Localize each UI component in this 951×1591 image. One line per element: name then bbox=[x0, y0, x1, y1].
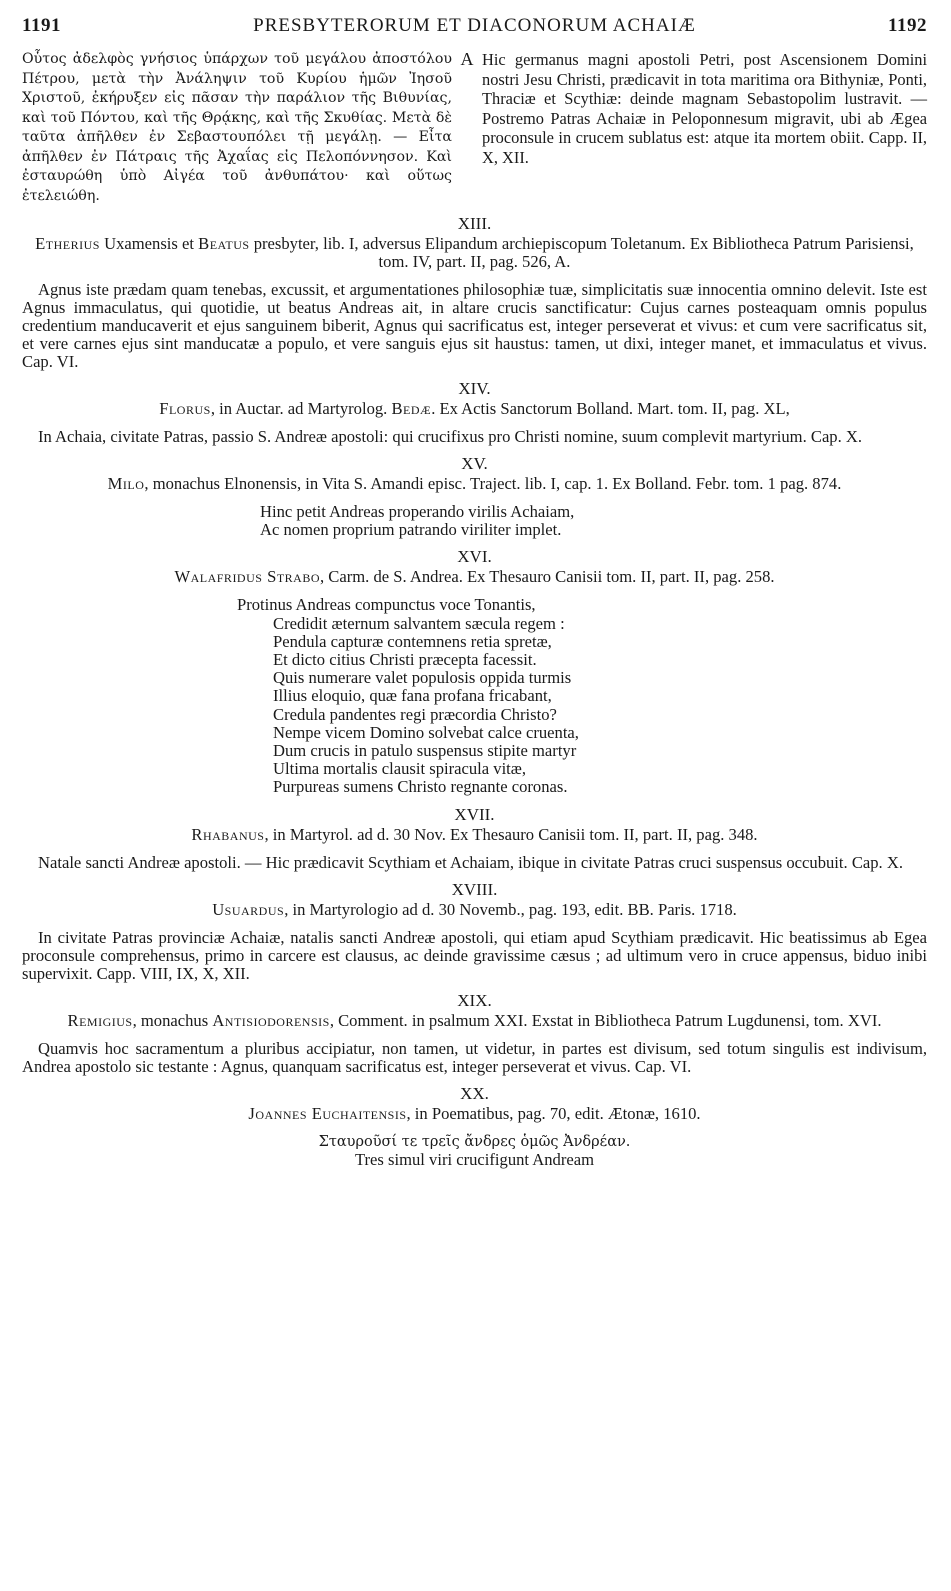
verse-line: Et dicto citius Christi præcepta facessit. bbox=[273, 650, 537, 670]
verse-line: Ac nomen proprium patrando viriliter implet. bbox=[260, 520, 562, 540]
latin-column: Hic germanus magni apostoli Petri, post Ascensionem Domini nostri Jesu Christi, prædicavit in tota maritima ora Bithyniæ, Ponti, Thraciæ et Scythiæ: deinde magnam Sebastopolim lustravit. — Postremo Patras Achaiæ in Peloponnesum migravit, ubi ab Ægea proconsule in crucem sublatus est: atque ita mortem obiit. Capp. II, X, XII. bbox=[482, 50, 927, 167]
verse-line: Hinc petit Andreas properando virilis Achaiam, bbox=[260, 502, 575, 521]
section-number-xv: XV. bbox=[461, 454, 488, 473]
citation-xviii bbox=[22, 901, 927, 919]
citation-text: , Comment. in psalmum XXI. Exstat in Bibliotheca Patrum Lugdunensi, tom. XVI. bbox=[329, 1010, 882, 1030]
citation-text: , in Martyrol. ad d. 30 Nov. Ex Thesauro Canisii tom. II, part. II, pag. 348. bbox=[264, 824, 758, 844]
verse-line: Pendula capturæ contemnens retia spretæ, bbox=[273, 631, 552, 651]
citation-xvi bbox=[22, 568, 927, 586]
author-name: Usuardus bbox=[212, 899, 285, 919]
verse-line: Illius eloquio, quæ fana profana fricabant, bbox=[273, 686, 552, 706]
verse-line: Dum crucis in patulo suspensus stipite martyr bbox=[273, 741, 577, 761]
author-name: Remigius bbox=[67, 1010, 133, 1030]
author-name: Joannes Euchaitensis bbox=[248, 1103, 407, 1123]
citation-text: , in Auctar. ad Martyrolog. bbox=[210, 399, 392, 418]
citation-xiv bbox=[22, 400, 927, 418]
citation-xx bbox=[22, 1105, 927, 1123]
running-title: PRESBYTERORUM ET DIACONORUM ACHAIÆ bbox=[253, 15, 696, 36]
author-name: Etherius bbox=[35, 234, 100, 253]
verse-line: Purpureas sumens Christo regnante coronas. bbox=[273, 777, 568, 797]
verse-line: Credula pandentes regi præcordia Christo? bbox=[273, 704, 557, 724]
citation-xiii bbox=[22, 235, 927, 271]
citation-text: . Ex Actis Sanctorum Bolland. Mart. tom. II, pag. XL, bbox=[431, 399, 790, 418]
author-name: Antisiodorensis bbox=[212, 1010, 330, 1030]
author-name: Walafridus Strabo bbox=[174, 567, 320, 587]
citation-xix bbox=[22, 1012, 927, 1030]
left-page-number: 1191 bbox=[22, 15, 61, 36]
paragraph-xix: Quamvis hoc sacramentum a pluribus accipiatur, non tamen, ut videtur, in partes est divisum, sed totum singulis est indivisum, Andrea apostolo sic testante : Agnus, quanquam sacrificatus est, integer perseverat et vivus. Cap. VI. bbox=[22, 1038, 927, 1076]
running-header bbox=[22, 16, 927, 42]
section-number-xiii: XIII. bbox=[457, 214, 492, 233]
verse-line: Ultima mortalis clausit spiracula vitæ, bbox=[273, 759, 527, 779]
page bbox=[22, 16, 927, 1169]
parallel-text-block bbox=[22, 50, 927, 206]
verse-line: Nempe vicem Domino solvebat calce cruenta, bbox=[273, 722, 579, 742]
right-page-number: 1192 bbox=[888, 15, 927, 36]
citation-text: , Carm. de S. Andrea. Ex Thesauro Canisii tom. II, part. II, pag. 258. bbox=[320, 567, 775, 587]
greek-verse-line: Σταυροῦσί τε τρεῖς ἄνδρες ὁμῶς Ἀνδρέαν. bbox=[318, 1133, 631, 1150]
citation-text: , in Poematibus, pag. 70, edit. Ætonæ, 1610. bbox=[406, 1103, 701, 1123]
latin-verse-line: Tres simul viri crucifigunt Andream bbox=[354, 1149, 595, 1169]
verse-line: Credidit æternum salvantem sæcula regem : bbox=[273, 613, 565, 633]
citation-text: , in Martyrologio ad d. 30 Novemb., pag. 193, edit. BB. Paris. 1718. bbox=[284, 899, 737, 919]
verse-xvi bbox=[22, 596, 927, 796]
paragraph-xvii: Natale sancti Andreæ apostoli. — Hic prædicavit Scythiam et Achaiam, ibique in civitate Patras cruci suspensus occubuit. Cap. X. bbox=[38, 852, 903, 872]
citation-text: Uxamensis et bbox=[99, 234, 199, 253]
section-number-xviii: XVIII. bbox=[451, 879, 498, 899]
citation-text: presbyter, lib. I, adversus Elipandum archiepiscopum Toletanum. Ex Bibliotheca Patrum Parisiensi, tom. IV, part. II, pag. 526, A. bbox=[249, 234, 914, 271]
section-number-xiv: XIV. bbox=[458, 379, 491, 398]
citation-text: , monachus Elnonensis, in Vita S. Amandi episc. Traject. lib. I, cap. 1. Ex Bolland. Febr. tom. 1 pag. 874. bbox=[144, 474, 842, 493]
citation-xv bbox=[22, 475, 927, 493]
author-name: Rhabanus bbox=[191, 824, 265, 844]
author-name: Bedæ bbox=[391, 399, 432, 418]
verse-xv bbox=[22, 503, 927, 539]
section-number-xvii: XVII. bbox=[454, 804, 495, 824]
citation-text: , monachus bbox=[132, 1010, 213, 1030]
author-name: Florus bbox=[159, 399, 211, 418]
greek-column: Οὗτος ἀδελφὸς γνήσιος ὑπάρχων τοῦ μεγάλου ἀποστόλου Πέτρου, μετὰ τὴν Ἀνάληψιν τοῦ Κυρίου ἡμῶν Ἰησοῦ Χριστοῦ, ἐκήρυξεν εἰς πᾶσαν τὴν παράλιον τῆς Βιθυνίας, καὶ τοῦ Πόντου, καὶ τῆς Θρᾴκης, καὶ τῆς Σκυθίας. Μετὰ δὲ ταῦτα ἀπῆλθεν ἐν Σεβαστουπόλει τῇ μεγάλῃ. — Εἶτα ἀπῆλθεν ἐν Πάτραις τῆς Ἀχαΐας εἰς Πελοπόννησον. Καὶ ἐσταυρώθη ὑπὸ Αἰγέα τοῦ ἀνθυπάτου· καὶ οὕτως ἐτελειώθη. bbox=[22, 51, 452, 204]
verse-line: Protinus Andreas compunctus voce Tonantis, bbox=[237, 595, 536, 615]
author-name: Milo bbox=[107, 474, 145, 493]
section-number-xix: XIX. bbox=[457, 990, 492, 1010]
paragraph-xviii: In civitate Patras provinciæ Achaiæ, natalis sancti Andreæ apostoli, qui etiam apud Scythiam prædicavit. Hic beatissimus ab Egea proconsule comprehensus, primo in carcere est clausus, ac deinde gravissime cæsus ; ad ultimum vero in cruce appensus, biduo inibi supervixit. Capp. VIII, IX, X, XII. bbox=[22, 927, 927, 983]
verse-line: Quis numerare valet populosis oppida turmis bbox=[273, 668, 572, 688]
paragraph-xiv: In Achaia, civitate Patras, passio S. Andreæ apostoli: qui crucifixus pro Christi nomine, suum complevit martyrium. Cap. X. bbox=[38, 427, 863, 446]
paragraph-xiii: Agnus iste prædam quam tenebas, excussit, et argumentationes philosophiæ tuæ, simplicitatis suæ innocentia omnino delevit. Iste est Agnus immaculatus, qui quotidie, ut beatus Andreas ait, in altare crucis sanctificatur: Cujus carnes posteaquam omnis populus credentium manducaverit et ejus sanguinem biberit, Agnus qui sacrificatus est, integer perseverat et vivus: et cum vere sacrificatus sit, et vere carnes ejus sint manducatæ a populo, et vere sanguis ejus sit haustus: tamen, ut dixi, integer manet, et immaculatus et vivus. Cap. VI. bbox=[22, 280, 927, 371]
section-number-xx: XX. bbox=[460, 1083, 489, 1103]
column-marker: A bbox=[460, 49, 474, 69]
author-name: Beatus bbox=[198, 234, 250, 253]
citation-xvii bbox=[22, 826, 927, 844]
section-number-xvi: XVI. bbox=[457, 547, 492, 567]
